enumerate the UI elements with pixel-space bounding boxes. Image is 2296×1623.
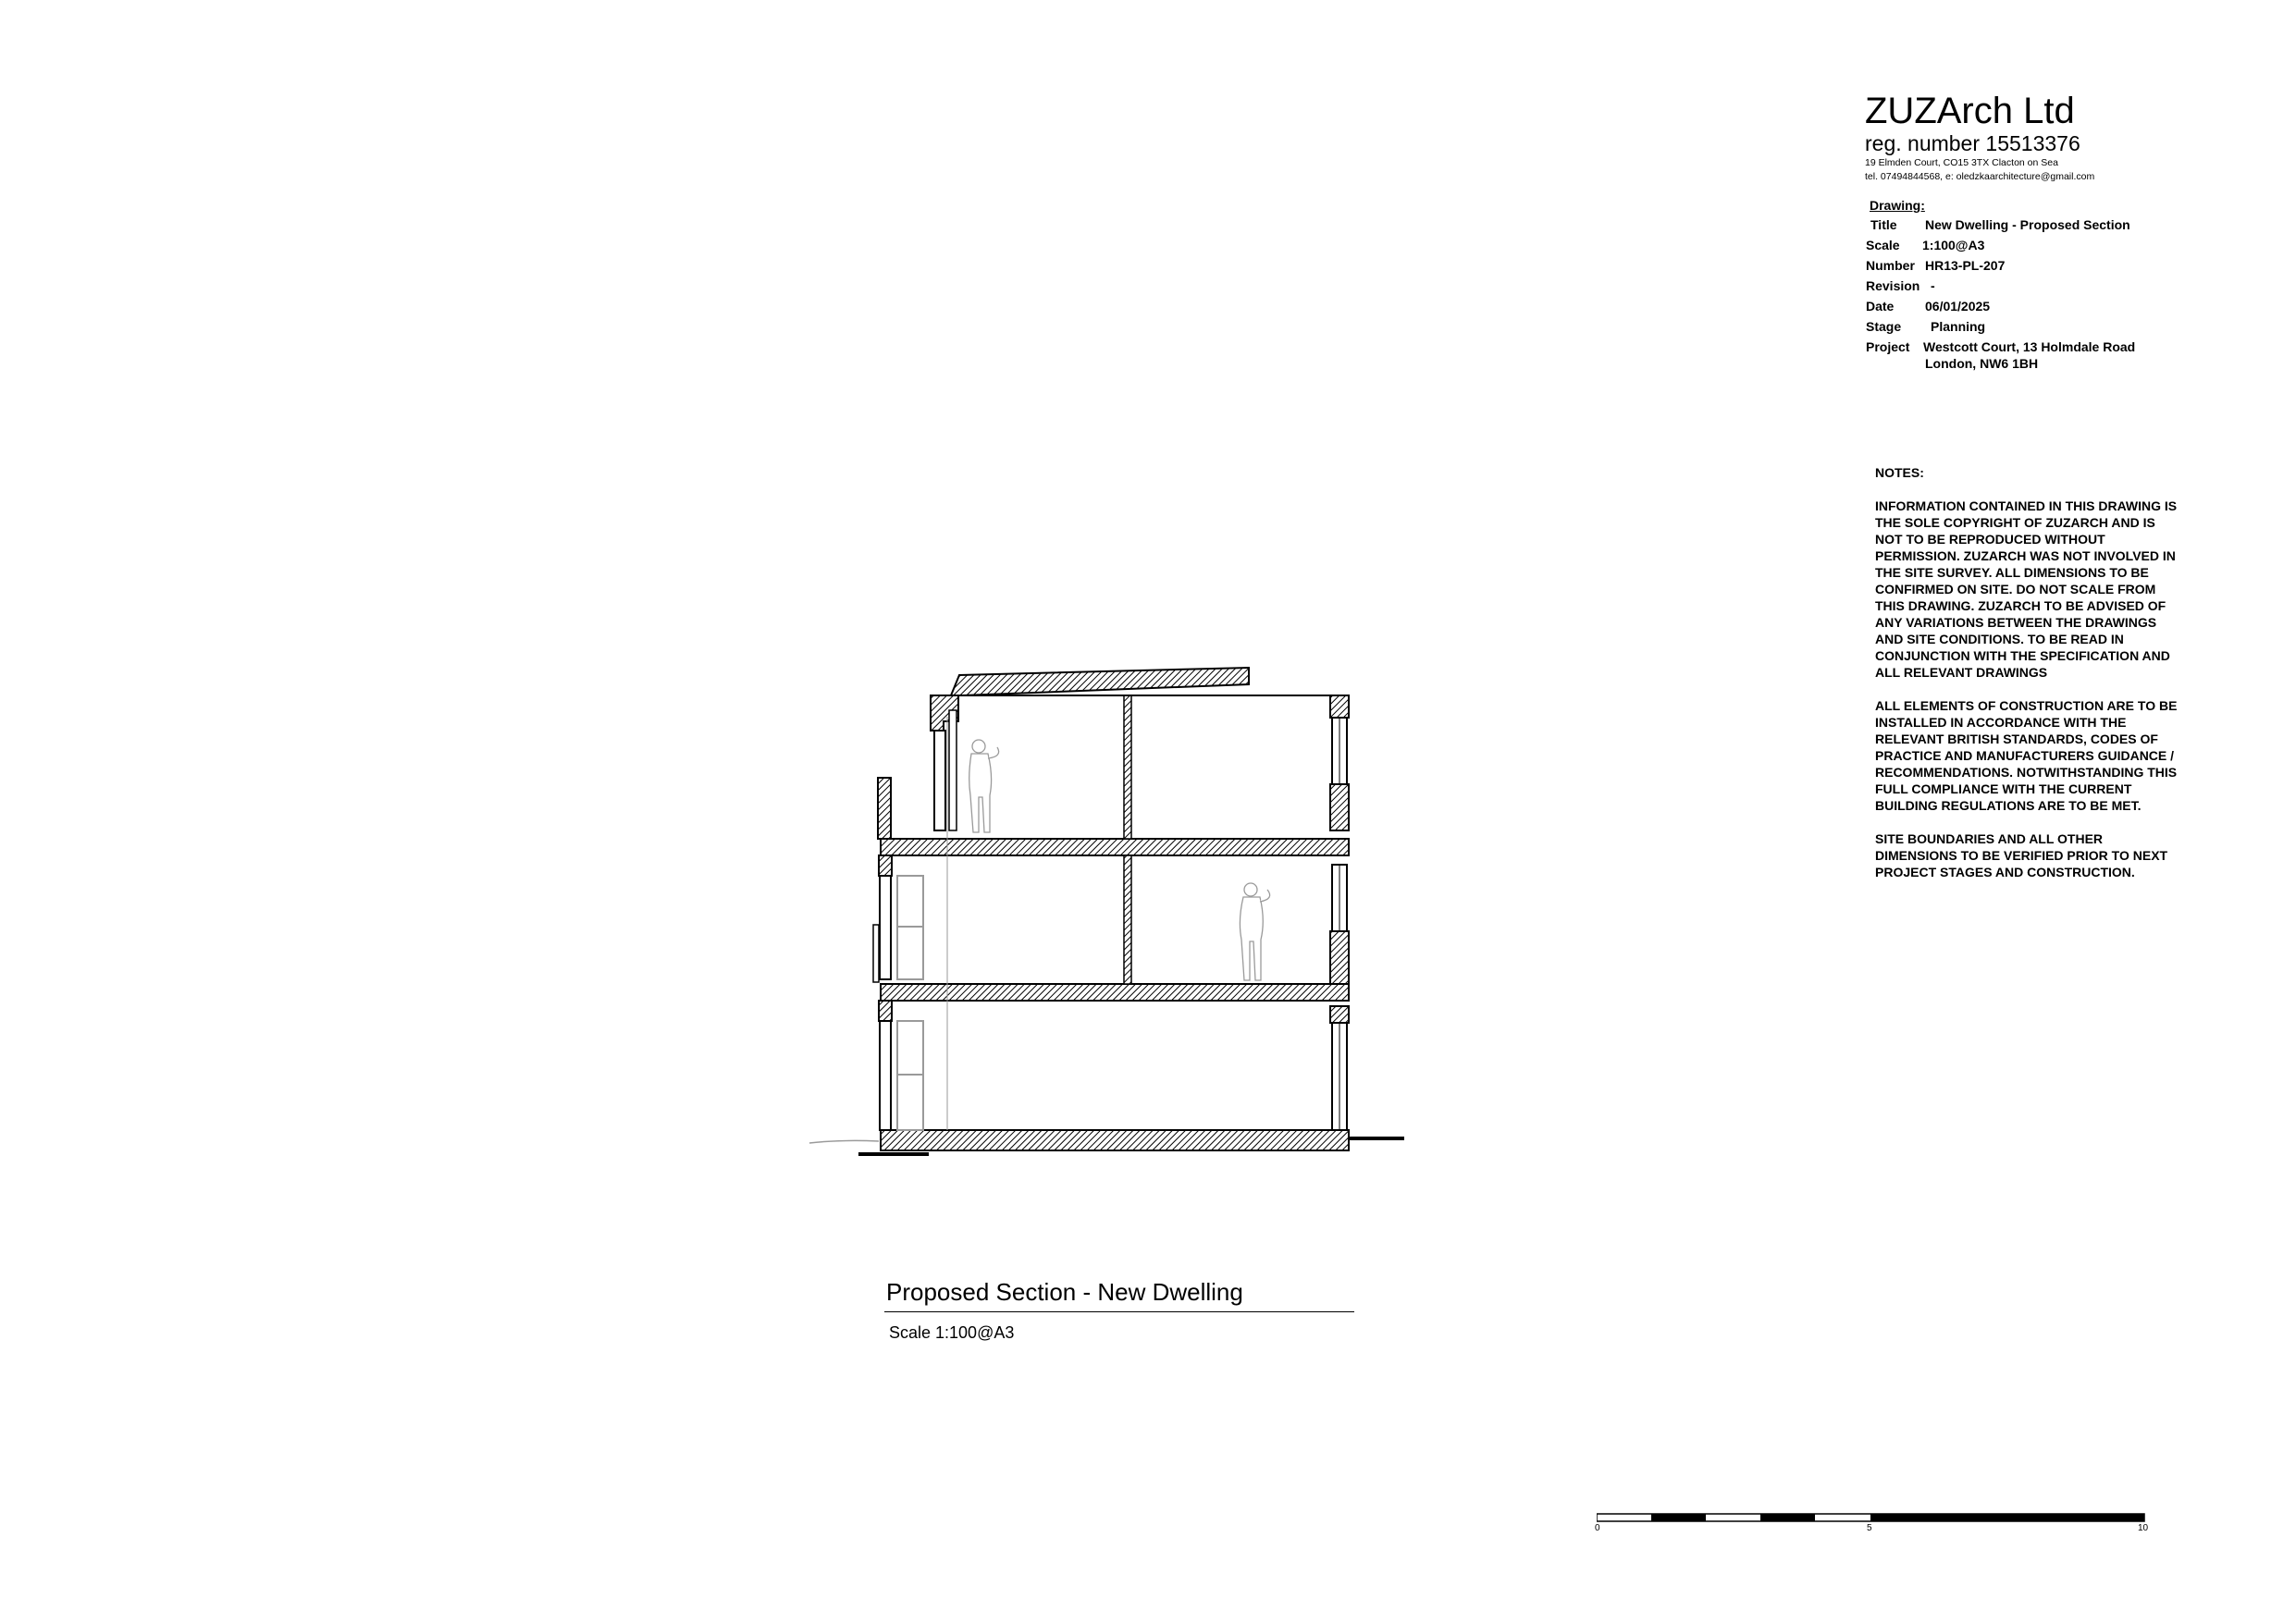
scale-label: Scale: [1866, 238, 1900, 252]
partition-top-floor: [1124, 695, 1131, 839]
right-wall-mid-pier: [1330, 931, 1349, 987]
roof-slab: [951, 668, 1249, 695]
revision-label: Revision: [1866, 278, 1920, 293]
left-wall-first-floor: [879, 855, 892, 876]
number-value: HR13-PL-207: [1925, 258, 2006, 273]
date-label: Date: [1866, 299, 1895, 314]
notes-paragraph-copyright: INFORMATION CONTAINED IN THIS DRAWING IS THE SOLE COPYRIGHT OF ZUZARCH AND IS NOT TO BE REPRODUCED WITHOUT PERMISSION. ZUZARCH WAS NOT INVOLVED IN THE SITE SURVEY. ALL DIMENSIONS TO BE CONFIRMED ON SITE. DO NOT SCALE FROM THIS DRAWING. ZUZARCH TO BE ADVISED OF ANY VARIATIONS BETWEEN THE DRAWINGS AND SITE CONDITIONS. TO BE READ IN CONJUNCTION WITH THE SPECIFICATION AND ALL RELEVANT DRAWINGS: [1875, 498, 2178, 680]
drawing-caption-scale: Scale 1:100@A3: [889, 1323, 1015, 1342]
project-value-line2: London, NW6 1BH: [1925, 356, 2039, 371]
stage-label: Stage: [1866, 319, 1902, 334]
right-wall-top-pier: [1330, 784, 1349, 830]
caption-underline: [884, 1311, 1354, 1312]
notes-heading: NOTES:: [1875, 465, 1924, 480]
top-floor-left-wall: [949, 710, 957, 830]
title-label: Title: [1870, 217, 1897, 232]
right-wall-upper: [1330, 695, 1349, 718]
scale-bar-tick-0: 0: [1595, 1523, 1600, 1533]
left-parapet: [878, 778, 891, 839]
scale-bar-tick-10: 10: [2138, 1523, 2149, 1533]
scale-value: 1:100@A3: [1922, 238, 1985, 252]
scale-bar-tick-5: 5: [1867, 1523, 1872, 1533]
company-name: ZUZArch Ltd: [1865, 91, 2075, 131]
company-contact: tel. 07494844568, e: oledzkaarchitecture@gmail.com: [1865, 171, 2095, 182]
company-address: 19 Elmden Court, CO15 3TX Clacton on Sea: [1865, 157, 2058, 168]
project-label: Project: [1866, 339, 1910, 354]
drawing-caption-title: Proposed Section - New Dwelling: [886, 1278, 1243, 1306]
ground-floor-slab: [881, 1130, 1349, 1150]
revision-value: -: [1931, 278, 1935, 293]
notes-paragraph-standards: ALL ELEMENTS OF CONSTRUCTION ARE TO BE INSTALLED IN ACCORDANCE WITH THE RELEVANT BRITISH STANDARDS, CODES OF PRACTICE AND MANUFACTURERS GUIDANCE / RECOMMENDATIONS. NOTWITHSTANDING THIS FULL COMPLIANCE WITH THE CURRENT BUILDING REGULATIONS ARE TO BE MET.: [1875, 698, 2178, 813]
human-figure-top-floor: [969, 740, 999, 832]
number-label: Number: [1866, 258, 1915, 273]
drawing-heading: Drawing:: [1870, 198, 1925, 213]
partition-first-floor: [1124, 855, 1131, 984]
stage-value: Planning: [1931, 319, 1986, 334]
window-left-ground-floor: [880, 1021, 891, 1130]
date-value: 06/01/2025: [1925, 299, 1991, 314]
registration-number: reg. number 15513376: [1865, 131, 2080, 155]
human-figure-first-floor: [1240, 883, 1269, 980]
first-floor-slab: [881, 984, 1349, 1001]
scale-bar: [1597, 1513, 2152, 1524]
window-left-first-floor: [880, 876, 891, 979]
title-value: New Dwelling - Proposed Section: [1925, 217, 2130, 232]
second-floor-slab: [881, 839, 1349, 855]
top-floor-left-glazing: [934, 731, 945, 830]
right-wall-low-pier: [1330, 1006, 1349, 1023]
notes-paragraph-boundaries: SITE BOUNDARIES AND ALL OTHER DIMENSIONS TO BE VERIFIED PRIOR TO NEXT PROJECT STAGES AND CONSTRUCTION.: [1875, 831, 2168, 879]
left-wall-ground-floor: [879, 1001, 892, 1021]
project-value-line1: Westcott Court, 13 Holmdale Road: [1923, 339, 2136, 354]
